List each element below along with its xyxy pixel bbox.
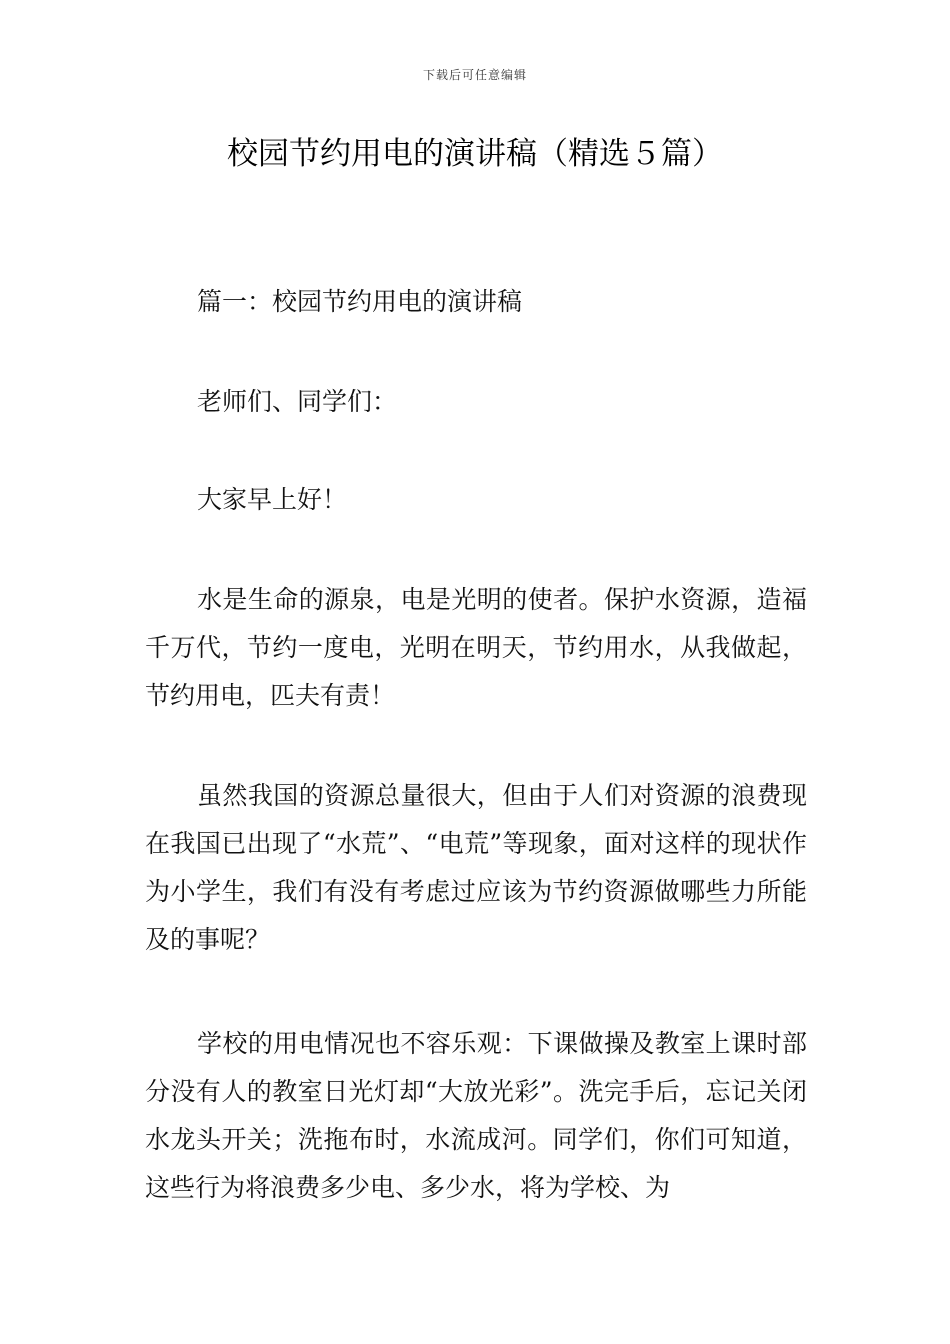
section-heading: 篇一：校园节约用电的演讲稿	[197, 287, 523, 316]
paragraph: 水是生命的源泉，电是光明的使者。保护水资源，造福千万代，节约一度电，光明在明天，节约用水，从我做起，节约用电，匹夫有责！	[145, 585, 807, 710]
hello-line: 大家早上好！	[197, 485, 348, 514]
header-note: 下载后可任意编辑	[422, 68, 527, 82]
paragraph: 虽然我国的资源总量很大，但由于人们对资源的浪费现在我国已出现了“水荒”、“电荒”等现象，面对这样的现状作为小学生，我们有没有考虑过应该为节约资源做哪些力所能及的事呢？	[145, 781, 807, 954]
paragraph: 学校的用电情况也不容乐观：下课做操及教室上课时部分没有人的教室日光灯却“大放光彩”。洗完手后，忘记关闭水龙头开关；洗拖布时，水流成河。同学们，你们可知道，这些行为将浪费多少电、多少水，将为学校、为	[145, 1029, 807, 1202]
greeting-line: 老师们、同学们：	[197, 387, 398, 416]
document-title: 校园节约用电的演讲稿（精选５篇）	[227, 136, 723, 172]
